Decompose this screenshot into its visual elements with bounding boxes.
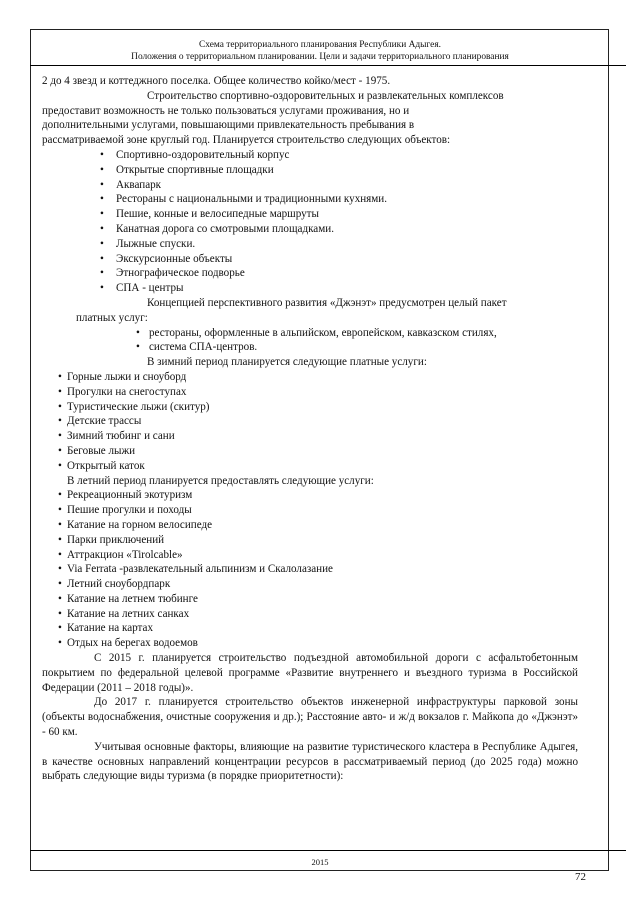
paragraph-5: В летний период планируется предоставлять следующие услуги: — [67, 474, 374, 487]
list-item: • Летний сноубордпарк — [58, 578, 171, 591]
bullet: • — [58, 370, 62, 383]
bullet: • — [58, 548, 62, 561]
bullet: • — [100, 208, 104, 221]
list-item: • Детские трассы — [58, 415, 142, 428]
bullet: • — [58, 592, 62, 605]
list-item: • Открытые спортивные площадки — [100, 163, 274, 176]
page-content — [38, 74, 578, 784]
list-item: • Аквапарк — [100, 178, 162, 191]
list-item: • система СПА-центров. — [136, 341, 258, 354]
bullet: • — [58, 578, 62, 591]
running-header — [0, 39, 640, 63]
bullet: • — [100, 163, 104, 176]
paragraph-3-line-2: платных услуг: — [76, 311, 148, 324]
bullet: • — [136, 341, 140, 354]
list-item: • рестораны, оформленные в альпийском, европейском, кавказском стилях, — [136, 326, 497, 339]
list-item: • Рестораны с национальными и традиционными кухнями. — [100, 193, 388, 206]
list-item: • Via Ferrata -развлекательный альпинизм и Скалолазание — [58, 563, 333, 576]
paragraph-6: С 2015 г. планируется строительство подъездной автомобильной дороги с асфальтобетонным покрытием по федеральной целевой программе «Развитие внутреннего и въездного туризма в Российской Федерации (2011 – 2018 годы)». — [42, 652, 578, 694]
header-line-2: Положения о территориальном планировании. Цели и задачи территориального планирования — [131, 52, 509, 62]
list-item: • Спортивно-оздоровительный корпус — [100, 148, 290, 161]
bullet: • — [58, 489, 62, 502]
page-number: 72 — [575, 871, 586, 883]
list-item: • Пешие прогулки и походы — [58, 504, 192, 517]
bullet: • — [136, 326, 140, 339]
paragraph-2-line-2: предоставит возможность не только пользоваться услугами проживания, но и — [42, 104, 410, 117]
summer-services-list — [38, 488, 578, 651]
bullet: • — [100, 237, 104, 250]
footer-rule — [30, 850, 626, 851]
list-item: • Зимний тюбинг и сани — [58, 430, 175, 443]
list-item: • Открытый каток — [58, 459, 145, 472]
list-item: • Канатная дорога со смотровыми площадками. — [100, 222, 334, 235]
paragraph-7: До 2017 г. планируется строительство объектов инженерной инфраструктуры парковой зоны (объекты водоснабжения, очистные сооружения и др.); Расстояние авто- и ж/д вокзалов г. Майкопа до «Джэнэт» - 60 км. — [42, 696, 578, 739]
header-rule — [30, 65, 626, 66]
list-item: • Отдых на берегах водоемов — [58, 637, 198, 650]
paragraph-2-line-4: рассматриваемой зоне круглый год. Планируется строительство следующих объектов: — [42, 134, 451, 147]
header-line-1: Схема территориального планирования Республики Адыгея. — [199, 40, 441, 50]
paragraph-2-line-3: дополнительными услугами, повышающими привлекательность пребывания в — [42, 119, 415, 132]
list-item: • Экскурсионные объекты — [100, 252, 233, 265]
list-item: • Прогулки на снегоступах — [58, 385, 187, 398]
list-item: • Парки приключений — [58, 533, 165, 546]
bullet: • — [58, 622, 62, 635]
list-item: • Рекреационный экотуризм — [58, 489, 193, 502]
paragraph-2-line-1: Строительство спортивно-оздоровительных и развлекательных комплексов — [147, 89, 504, 102]
paragraph-4: В зимний период планируется следующие платные услуги: — [147, 356, 427, 369]
paid-services-list — [38, 326, 578, 356]
paragraph-3-line-1: Концепцией перспективного развития «Джэнэт» предусмотрен целый пакет — [147, 296, 507, 309]
list-item: • Лыжные спуски. — [100, 237, 196, 250]
bullet: • — [58, 563, 62, 576]
list-item: • Катание на летнем тюбинге — [58, 592, 198, 605]
list-item: • Беговые лыжи — [58, 444, 136, 457]
paragraph-8: Учитывая основные факторы, влияющие на развитие туристического кластера в Республике Адыгея, в качестве основных направлений концентрации ресурсов в рассматриваемый период (до 2025 года) можно выбрать следующие виды туризма (в порядке приоритетности): — [42, 740, 578, 783]
bullet: • — [100, 282, 104, 295]
footer-year: 2015 — [311, 857, 329, 867]
bullet: • — [100, 267, 104, 280]
bullet: • — [100, 178, 104, 191]
paragraph-1: 2 до 4 звезд и коттеджного поселка. Общее количество койко/мест - 1975. — [42, 75, 391, 87]
list-item: • СПА - центры — [100, 282, 184, 295]
bullet: • — [58, 400, 62, 413]
bullet: • — [100, 148, 104, 161]
list-item: • Катание на летних санках — [58, 607, 190, 620]
list-item: • Пешие, конные и велосипедные маршруты — [100, 208, 319, 221]
objects-list — [38, 148, 578, 296]
list-item: • Горные лыжи и сноуборд — [58, 370, 187, 383]
list-item: • Катание на картах — [58, 622, 154, 635]
bullet: • — [58, 504, 62, 517]
list-item: • Катание на горном велосипеде — [58, 518, 213, 531]
bullet: • — [100, 193, 104, 206]
list-item: • Этнографическое подворье — [100, 267, 245, 280]
bullet: • — [58, 518, 62, 531]
bullet: • — [58, 415, 62, 428]
bullet: • — [100, 252, 104, 265]
bullet: • — [58, 459, 62, 472]
winter-services-list — [38, 370, 578, 474]
bullet: • — [58, 607, 62, 620]
bullet: • — [100, 222, 104, 235]
bullet: • — [58, 430, 62, 443]
bullet: • — [58, 385, 62, 398]
bullet: • — [58, 444, 62, 457]
bullet: • — [58, 533, 62, 546]
list-item: • Туристические лыжи (скитур) — [58, 400, 210, 413]
list-item: • Аттракцион «Tirolcable» — [58, 548, 183, 561]
bullet: • — [58, 637, 62, 650]
